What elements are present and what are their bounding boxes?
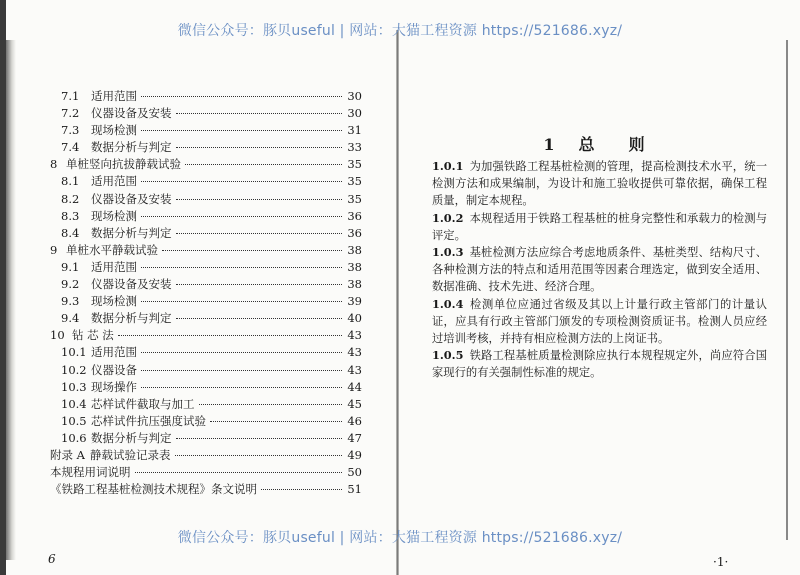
toc-entry-page: 36 (347, 208, 362, 223)
clause-number: 1.0.4 (432, 296, 464, 311)
toc-leader-dots (199, 403, 343, 405)
toc-entry-title: 仪器设备及安装 (91, 191, 172, 206)
toc-entry (50, 344, 362, 361)
toc-leader-dots (141, 95, 342, 97)
toc-entry-page: 38 (347, 242, 362, 257)
toc-leader-dots (141, 180, 342, 182)
toc-entry-number: 7.1 (61, 89, 80, 103)
toc-entry (50, 327, 362, 344)
toc-entry-title: 适用范围 (91, 345, 137, 360)
toc-entry-title: 《铁路工程基桩检测技术规程》条文说明 (50, 482, 257, 497)
toc-leader-dots (141, 369, 342, 371)
toc-entry-title: 芯样试件截取与加工 (91, 396, 195, 411)
watermark-bottom: 微信公众号：豚贝useful | 网站：大猫工程资源 https://521686.xyz/ (177, 530, 623, 546)
chapter-title-char-1: 总 (578, 135, 597, 154)
toc-leader-dots (176, 232, 343, 234)
toc-entry-number: 10.5 (61, 413, 87, 428)
toc-entry-page: 35 (347, 191, 362, 206)
toc-entry-number: 9.4 (61, 311, 80, 326)
toc-entry (50, 88, 362, 105)
toc-leader-dots (261, 488, 342, 490)
toc-entry-title: 数据分析与判定 (91, 140, 172, 155)
toc-leader-dots (162, 249, 342, 251)
toc-entry-page: 45 (347, 396, 362, 411)
clause-number: 1.0.5 (432, 348, 464, 363)
toc-entry-page: 39 (347, 294, 362, 309)
toc-leader-dots (141, 300, 342, 302)
toc-entry-page: 35 (347, 157, 362, 172)
toc-entry-title: 静载试验记录表 (90, 447, 171, 462)
left-page-number: 6 (48, 552, 56, 566)
toc-leader-dots (176, 283, 343, 285)
toc-entry-page: 49 (347, 447, 362, 462)
toc-entry (50, 362, 362, 379)
toc-entry-title: 数据分析与判定 (91, 430, 172, 445)
clause-number: 1.0.2 (432, 210, 464, 225)
toc-entry-title: 芯样试件抗压强度试验 (91, 413, 206, 428)
toc-entry-title: 单桩水平静载试验 (66, 242, 158, 257)
toc-entry (50, 122, 362, 139)
toc-entry-page: 30 (347, 106, 362, 121)
toc-entry-number: 10 (50, 328, 65, 343)
clause-number: 1.0.3 (432, 245, 464, 260)
toc-entry-number: 7.3 (61, 123, 80, 138)
clause-paragraph (432, 347, 767, 381)
toc-entry-number: 附录 A (50, 447, 85, 462)
toc-entry-number: 9.1 (61, 259, 80, 274)
toc-entry-page: 35 (347, 174, 362, 189)
toc-entry-number: 8.1 (61, 174, 80, 189)
toc-entry-page: 33 (347, 140, 362, 155)
toc-entry-page: 46 (347, 413, 362, 428)
toc-entry-title: 现场检测 (91, 123, 137, 138)
toc-entry-title: 现场操作 (91, 379, 137, 394)
clause-paragraph (432, 210, 767, 244)
toc-entry (50, 191, 362, 208)
toc-entry (50, 156, 362, 173)
toc-entry-page: 36 (347, 225, 362, 240)
toc-entry (50, 208, 362, 225)
toc-leader-dots (141, 215, 342, 217)
clause-text: 检测单位应通过省级及其以上计量行政主管部门的计量认证，应具有行政主管部门颁发的专项检测资质证书。检测人员应经过培训考核，并持有相应检测方法的上岗证书。 (432, 297, 767, 346)
toc-leader-dots (135, 471, 343, 473)
toc-leader-dots (118, 334, 342, 336)
toc-entry (50, 430, 362, 447)
toc-entry-title: 仪器设备及安装 (91, 106, 172, 121)
toc-entry-number: 7.2 (61, 106, 80, 121)
toc-entry-number: 10.4 (61, 396, 87, 411)
toc-leader-dots (141, 266, 342, 268)
toc-entry-page: 31 (347, 123, 362, 138)
toc-entry (50, 259, 362, 276)
toc-entry-number: 9.2 (61, 277, 80, 292)
toc-leader-dots (176, 317, 343, 319)
toc-entry (50, 396, 362, 413)
toc-leader-dots (176, 112, 343, 114)
toc-entry (50, 242, 362, 259)
toc-entry-title: 适用范围 (91, 174, 137, 189)
toc-entry-page: 47 (347, 430, 362, 445)
toc-entry (50, 139, 362, 156)
toc-entry-title: 适用范围 (91, 259, 137, 274)
toc-entry (50, 447, 362, 464)
toc-leader-dots (185, 163, 342, 165)
toc-entry-number: 8.4 (61, 225, 80, 240)
toc-leader-dots (176, 437, 343, 439)
toc-leader-dots (210, 420, 342, 422)
toc-entry (50, 413, 362, 430)
right-page-edge (786, 40, 788, 540)
toc-entry-page: 30 (347, 89, 362, 103)
toc-entry (50, 293, 362, 310)
toc-leader-dots (175, 454, 343, 456)
toc-entry-number: 8 (50, 157, 58, 172)
left-edge-shadow (0, 0, 6, 575)
clause-number: 1.0.1 (432, 159, 464, 173)
toc-entry (50, 173, 362, 190)
toc-entry-title: 单桩竖向抗拔静载试验 (66, 157, 181, 172)
toc-entry-page: 38 (347, 277, 362, 292)
clause-text: 为加强铁路工程基桩检测的管理，提高检测技术水平，统一检测方法和成果编制，为设计和施工验收提供可靠依据，确保工程质量，制定本规程。 (432, 160, 767, 208)
clause-text: 本规程适用于铁路工程基桩的桩身完整性和承载力的检测与评定。 (432, 211, 767, 242)
chapter-number: 1 (543, 135, 557, 154)
toc-entry-title: 数据分析与判定 (91, 225, 172, 240)
toc-entry-title: 仪器设备及安装 (91, 277, 172, 292)
toc-leader-dots (141, 386, 342, 388)
watermark-top: 微信公众号：豚贝useful | 网站：大猫工程资源 https://521686.xyz/ (177, 23, 623, 39)
toc-entry-page: 44 (347, 379, 362, 394)
toc-entry-number: 8.2 (61, 191, 80, 206)
toc-entry (50, 481, 362, 498)
table-of-contents (50, 88, 362, 498)
toc-leader-dots (176, 198, 343, 200)
right-page-number: ·1· (713, 555, 729, 569)
toc-entry-title: 仪器设备 (91, 362, 137, 377)
toc-entry-page: 43 (347, 345, 362, 360)
toc-entry-page: 51 (347, 482, 362, 497)
page-gutter (396, 30, 399, 575)
chapter-title-char-2: 则 (628, 135, 647, 154)
toc-entry-title: 数据分析与判定 (91, 311, 172, 326)
toc-entry (50, 276, 362, 293)
clause-paragraph (432, 244, 767, 296)
toc-entry-number: 10.2 (61, 362, 87, 377)
clause-text: 铁路工程基桩质量检测除应执行本规程规定外，尚应符合国家现行的有关强制性标准的规定。 (432, 349, 767, 380)
toc-entry (50, 310, 362, 327)
toc-entry-page: 50 (347, 465, 362, 480)
toc-entry-page: 40 (347, 311, 362, 326)
clause-paragraph (432, 158, 767, 210)
toc-entry-title: 钻 芯 法 (72, 328, 114, 343)
toc-entry (50, 464, 362, 481)
toc-entry-title: 本规程用词说明 (50, 465, 131, 480)
toc-entry-title: 现场检测 (91, 208, 137, 223)
toc-entry-number: 9 (50, 242, 58, 257)
toc-leader-dots (141, 351, 342, 353)
toc-entry (50, 105, 362, 122)
toc-entry-page: 38 (347, 259, 362, 274)
chapter-heading (430, 132, 760, 155)
toc-entry-title: 适用范围 (91, 89, 137, 103)
toc-entry-page: 43 (347, 362, 362, 377)
clause-paragraph (432, 296, 767, 348)
toc-entry-number: 10.3 (61, 379, 87, 394)
clause-list (432, 158, 767, 382)
toc-entry-number: 7.4 (61, 140, 80, 155)
toc-entry-title: 现场检测 (91, 294, 137, 309)
toc-entry (50, 225, 362, 242)
toc-entry-number: 9.3 (61, 294, 80, 309)
toc-entry-number: 10.1 (61, 345, 87, 360)
toc-leader-dots (141, 129, 342, 131)
toc-entry-number: 10.6 (61, 430, 87, 445)
toc-entry (50, 379, 362, 396)
toc-entry-number: 8.3 (61, 208, 80, 223)
toc-entry-page: 43 (347, 328, 362, 343)
clause-text: 基桩检测方法应综合考虑地质条件、基桩类型、结构尺寸、各种检测方法的特点和适用范围等因素合理选定，做到安全适用、数据准确、技术先进、经济合理。 (432, 246, 767, 294)
toc-leader-dots (176, 146, 343, 148)
